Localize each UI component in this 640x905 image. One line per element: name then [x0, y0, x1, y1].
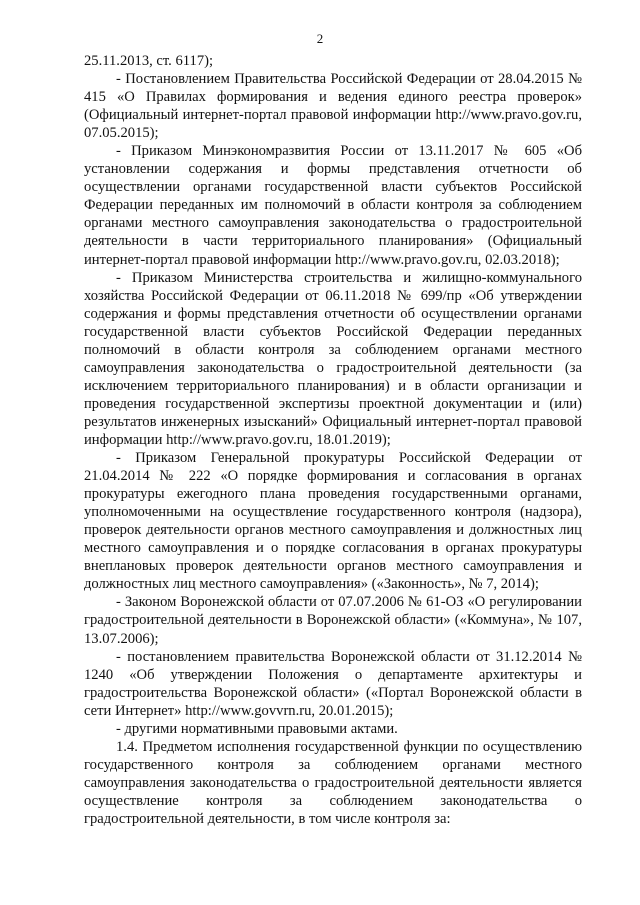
paragraph-postanovlenie-voronezh: - постановлением правительства Воронежской области от 31.12.2014 № 1240 «Об утверждении Положения о департаменте архитектуры и градостроительства Воронежской области» («Портал Воронежской области в сети Интернет» http://www.govvrn.ru, 20.01.2015);: [84, 648, 582, 719]
paragraph-reestr-proverok: - Постановлением Правительства Российской Федерации от 28.04.2015 № 415 «О Правилах формирования и ведения единого реестра проверок» (Официальный интернет-портал правовой информации http://www.pravo.gov.ru, 07.05.2015);: [84, 71, 582, 142]
page-number: 2: [316, 31, 324, 46]
paragraph-zakon-voronezh: - Законом Воронежской области от 07.07.2006 № 61-ОЗ «О регулировании градостроительной деятельности в Воронежской области» («Коммуна», № 107, 13.07.2006);: [84, 594, 582, 647]
paragraph-prokuratura: - Приказом Генеральной прокуратуры Российской Федерации от 21.04.2014 № 222 «О порядке формирования и согласования в органах прокуратуры ежегодного плана проведения государственными органами, уполномоченными на осуществление государственного контроля (надзора), проверок деятельности органов местного самоуправления и должностных лиц местного самоуправления и о порядке согласования в органах прокуратуры внеплановых проверок деятельности органов местного самоуправления и должностных лиц местного самоуправления» («Законность», № 7, 2014);: [84, 450, 582, 593]
paragraph-continuation: 25.11.2013, ст. 6117);: [84, 53, 214, 69]
paragraph-drugie-akty: - другими нормативными правовыми актами.: [116, 720, 398, 737]
document-body: [84, 52, 582, 828]
paragraph-minstroy: - Приказом Министерства строительства и жилищно-коммунального хозяйства Российской Федерации от 06.11.2018 № 699/пр «Об утверждении содержания и формы представления отчетности об осуществлении органами государственной власти субъектов Российской Федерации переданных полномочий в области контроля за соблюдением органами местного самоуправления законодательства о градостроительной деятельности (за исключением территориального планирования) и в области организации и проведения государственной экспертизы проектной документации и (или) результатов инженерных изысканий» Официальный интернет-портал правовой информации http://www.pravo.gov.ru, 18.01.2019);: [84, 269, 582, 448]
paragraph-minekonomrazvitiya: - Приказом Минэкономразвития России от 13.11.2017 № 605 «Об установлении содержания и формы представления отчетности об осуществлении органами государственной власти субъектов Российской Федерации переданных им полномочий в области контроля за соблюдением органами местного самоуправления законодательства о градостроительной деятельности в части территориального планирования» (Официальный интернет-портал правовой информации http://www.pravo.gov.ru, 02.03.2018);: [84, 143, 582, 268]
paragraph-section-1-4: 1.4. Предметом исполнения государственной функции по осуществлению государственного контроля за соблюдением органами местного самоуправления законодательства о градостроительной деятельности является осуществление контроля за соблюдением законодательства о градостроительной деятельности, в том числе контроля за:: [84, 738, 582, 827]
